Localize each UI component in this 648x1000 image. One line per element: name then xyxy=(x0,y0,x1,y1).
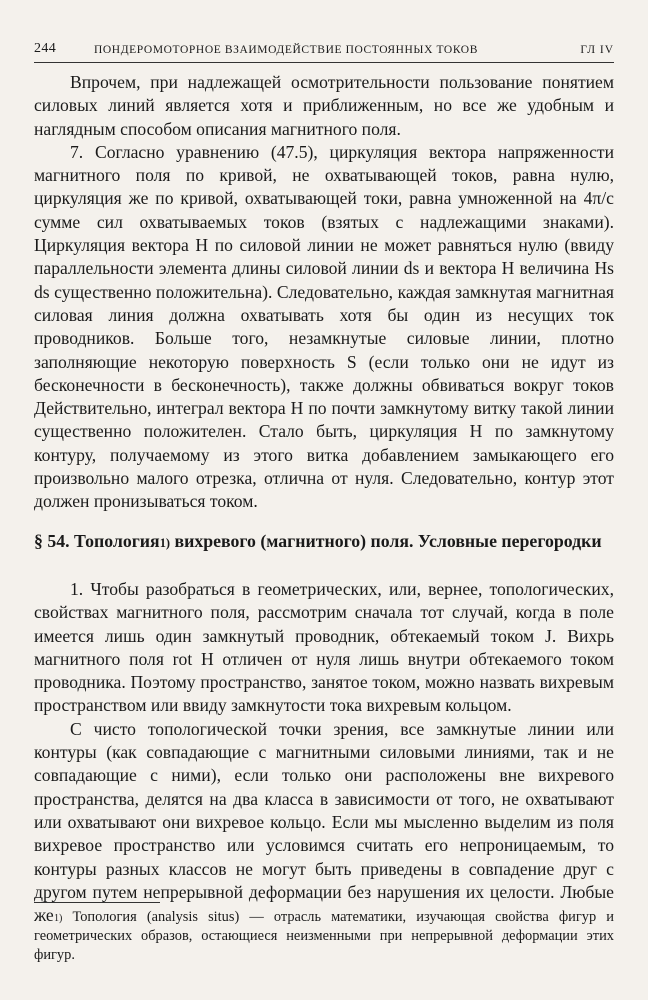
paragraph: 7. Согласно уравнению (47.5), циркуляция вектора напряженности магнитного поля по кривой, не охватывающей токов, равна нулю, циркуляция же по кривой, охватывающей токи, равна умноженной на 4π/c сумме сил охватываемых токов (взятых с надлежащими знаками). Циркуляция вектора H по силовой линии не может равняться нулю (ввиду параллельности элемента длины силовой линии ds и вектора H величина Hs ds существенно положительна). Следовательно, каждая замкнутая магнитная силовая линия должна охватывать хотя бы один из несущих ток проводников. Больше того, незамкнутые силовые линии, плотно заполняющие некоторую поверхность S (если только они не идут из бесконечности в бесконечность), также должны обвиваться вокруг токов Действительно, интеграл вектора H по почти замкнутому витку такой линии существенно положителен. Стало быть, циркуляция H по замкнутому контуру, получаемому из этого витка добавлением замыкающего его произвольно малого отрезка, отлична от нуля. Следовательно, контур этот должен пронизываться током. xyxy=(34,141,614,512)
footnote-text: Топология (analysis situs) — отрасль математики, изучающая свойства фигур и геометрических образов, остающиеся неизменными при непрерывной деформации этих фигур. xyxy=(34,909,614,963)
paragraph: Впрочем, при надлежащей осмотрительности пользование понятием силовых линий является хотя и приближенным, но все же удобным и наглядным способом описания магнитного поля. xyxy=(34,72,614,139)
text-block-top xyxy=(34,71,614,514)
page-header xyxy=(34,36,614,63)
paragraph: 1. Чтобы разобраться в геометрических, или, вернее, топологических, свойствах магнитного поля, рассмотрим сначала тот случай, когда в поле имеется лишь один замкнутый проводник, обтекаемый током J. Вихрь магнитного поля rot H отличен от нуля лишь внутри обтекаемого током проводника. Поэтому пространство, занятое током, можно назвать вихревым пространством или ввиду замкнутости тока вихревым кольцом. xyxy=(34,579,614,716)
footnote-number: 1) xyxy=(54,913,63,924)
footnote-marker: 1) xyxy=(159,536,171,550)
running-title: ПОНДЕРОМОТОРНОЕ ВЗАИМОДЕЙСТВИЕ ПОСТОЯННЫХ ТОКОВ xyxy=(94,44,478,56)
section-title-part1: Топология xyxy=(74,531,160,551)
page-number: 244 xyxy=(34,41,57,56)
section-heading xyxy=(34,530,614,553)
text-block-bottom xyxy=(34,578,614,927)
footnote xyxy=(34,908,614,965)
section-number: § 54. xyxy=(34,531,70,551)
paragraph: С чисто топологической точки зрения, все замкнутые линии или контуры (как совпадающие с магнитными силовыми линиями, так и не совпадающие с ними), если только они расположены вне вихревого пространства, делятся на два класса в зависимости от того, не охватывают или охватывают они вихревое кольцо. Если мы мысленно выделим из поля вихревое пространство или условимся считать его непроницаемым, то контуры разных классов не могут быть приведены в совпадение друг с другом путем непрерывной деформации без нарушения их целости. Любые же xyxy=(34,718,614,926)
footnote-divider xyxy=(34,902,160,903)
section-title-part2: вихревого (магнитного) поля. Условные перегородки xyxy=(174,531,602,551)
chapter-label: ГЛ IV xyxy=(580,44,614,56)
